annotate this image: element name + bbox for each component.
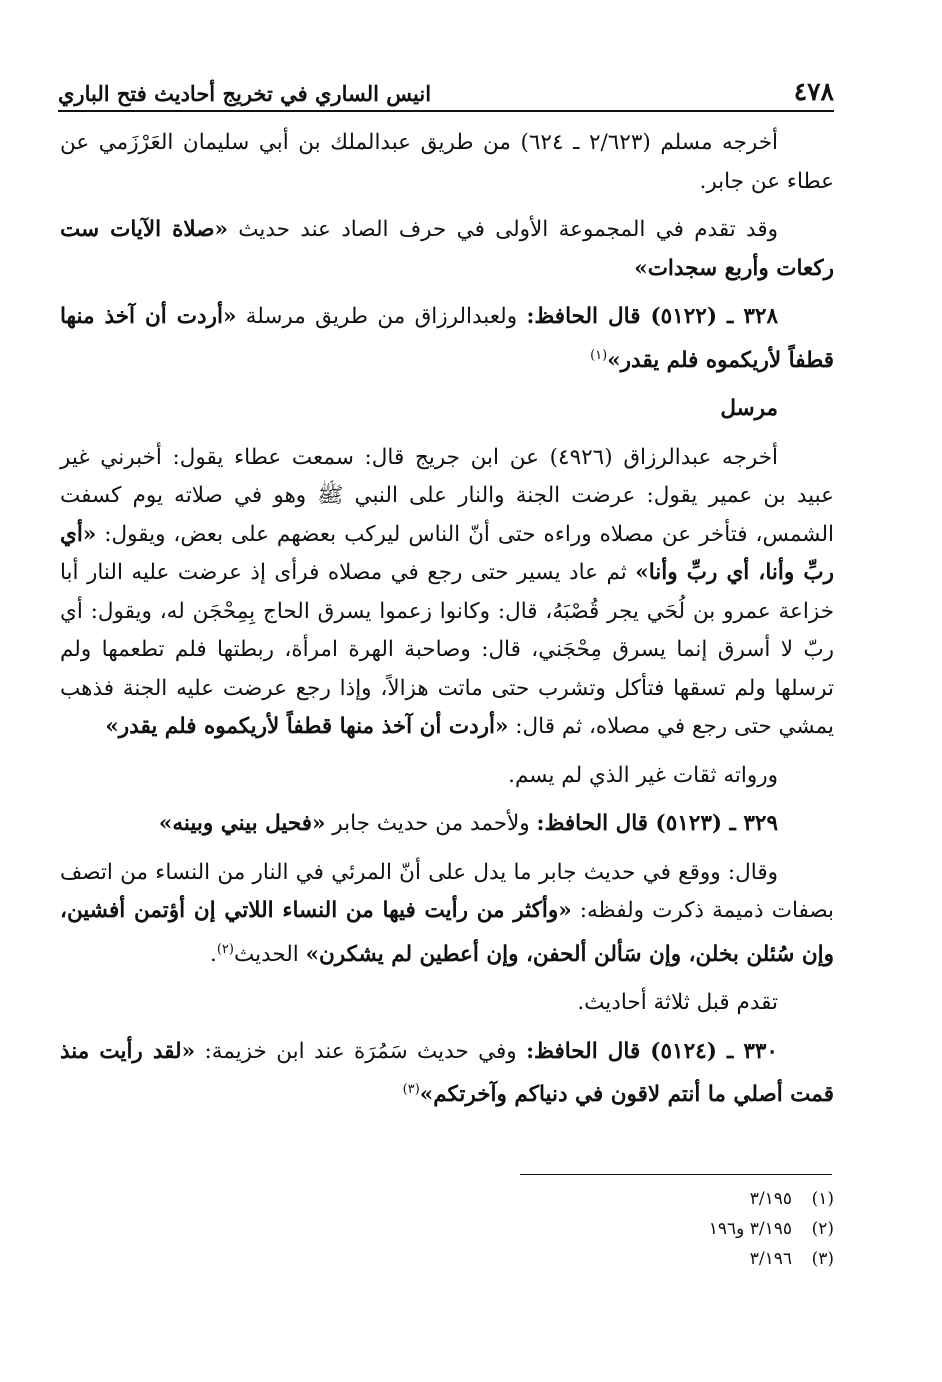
entry-text: ولعبدالرزاق من طريق مرسلة bbox=[236, 304, 527, 329]
hadith-quote: «فحيل بيني وبينه» bbox=[158, 811, 326, 837]
hadith-quote: «أردت أن آخذ منها قطفاً لأريكموه فلم يقدر» bbox=[60, 304, 834, 373]
page-number: ٤٧٨ bbox=[793, 77, 834, 106]
page-header bbox=[58, 72, 834, 112]
footnote bbox=[534, 1214, 834, 1244]
paragraph-text: تقدم قبل ثلاثة أحاديث. bbox=[577, 990, 778, 1016]
paragraph bbox=[60, 439, 834, 747]
paragraph-text: ورواته ثقات غير الذي لم يسم. bbox=[508, 762, 778, 788]
hadith-quote: «لقد رأيت منذ قمت أصلي ما أنتم لاقون في دنياكم وآخرتكم» bbox=[60, 1038, 834, 1108]
entry-text: وفي حديث سَمُرَة عند ابن خزيمة: bbox=[195, 1038, 527, 1064]
entry-heading: ٣٢٨ ـ (٥١٢٢) قال الحافظ: bbox=[526, 304, 778, 329]
paragraph-text: ثم عاد يسير حتى رجع في مصلاه فرأى إذ عرضت عليه النار أبا خزاعة عمرو بن لُحَي يجر قُصْبَهُ، قال: وكانوا زعموا يسرق الحاج بِمِحْجَن له، ويقول: أي ربّ لا أسرق إنما يسرق مِحْجَني، قال: وصاحبة الهرة امرأة، ربطتها فلم تطعمها ولم ترسلها ولم تسقها فتأكل وتشرب حتى ماتت هزالاً، وإذا رجع عرضت عليه الجنة فذهب يمشي حتى رجع في مصلاه، ثم قال: bbox=[60, 560, 834, 740]
footnote-separator bbox=[520, 1174, 832, 1175]
paragraph-text: . bbox=[209, 941, 217, 967]
footnote bbox=[534, 1244, 834, 1274]
footnote-text: ٣/١٩٥ و١٩٦ bbox=[708, 1219, 792, 1239]
footnote-text: ٣/١٩٦ bbox=[749, 1249, 792, 1269]
footnote-number: (١) bbox=[811, 1189, 834, 1209]
paragraph-text: وقال: ووقع في حديث جابر ما يدل على أنّ المرئي في النار من النساء من اتصف بصفات ذميمة ذكرت ولفظه: bbox=[60, 859, 835, 924]
entry-329 bbox=[60, 805, 834, 844]
paragraph bbox=[60, 211, 834, 288]
page-body bbox=[60, 124, 834, 1125]
hadith-quote: «أردت أن آخذ منها قطفاً لأريكموه فلم يقدر» bbox=[105, 714, 509, 740]
verdict: مرسل bbox=[720, 396, 778, 422]
paragraph bbox=[60, 854, 834, 975]
paragraph-text: وقد تقدم في المجموعة الأولى في حرف الصاد عند حديث bbox=[227, 217, 778, 242]
footnote-number: (٣) bbox=[811, 1249, 834, 1269]
entry-text: ولأحمد من حديث جابر bbox=[325, 811, 537, 837]
paragraph bbox=[60, 757, 834, 796]
hadith-quote: «أي ربِّ وأنا، أي ربِّ وأنا» bbox=[60, 521, 834, 586]
entry-328 bbox=[60, 298, 834, 380]
paragraph bbox=[60, 124, 834, 201]
footnote-marker: (٢) bbox=[216, 941, 234, 957]
footnote-text: ٣/١٩٥ bbox=[749, 1189, 792, 1209]
footnote-marker: (١) bbox=[590, 347, 608, 363]
footnote-number: (٢) bbox=[811, 1219, 834, 1239]
paragraph-text: أخرجه مسلم (٢/٦٢٣ ـ ٦٢٤) من طريق عبدالملك بن أبي سليمان العَرْزَمي عن عطاء عن جابر. bbox=[60, 130, 834, 194]
entry-heading: ٣٣٠ ـ (٥١٢٤) قال الحافظ: bbox=[526, 1038, 778, 1064]
footnote bbox=[534, 1184, 834, 1214]
entry-heading: ٣٢٩ ـ (٥١٢٣) قال الحافظ: bbox=[536, 811, 778, 837]
footnotes bbox=[534, 1184, 834, 1274]
paragraph-text: أخرجه عبدالرزاق (٤٩٢٦) عن ابن جريج قال: سمعت عطاء يقول: أخبرني غير عبيد بن عمير يقول: عرضت الجنة والنار على النبي ﷺ وهو في صلاته يوم كسفت الشمس، فتأخر عن مصلاه وراءه حتى أنّ الناس ليركب بعضهم على بعض، ويقول: bbox=[60, 444, 834, 547]
paragraph-text: الحديث bbox=[233, 941, 306, 967]
entry-330 bbox=[60, 1033, 834, 1115]
footnote-marker: (٣) bbox=[402, 1082, 420, 1098]
paragraph bbox=[60, 984, 834, 1023]
book-title: انيس الساري في تخريج أحاديث فتح الباري bbox=[58, 81, 432, 106]
hadith-quote: «وأكثر من رأيت فيها من النساء اللاتي إن أؤتمن أفشين، وإن سُئلن بخلن، وإن سَألن ألحفن، وإن أعطين لم يشكرن» bbox=[60, 898, 834, 967]
hadith-quote: «صلاة الآيات ست ركعات وأربع سجدات» bbox=[60, 217, 834, 281]
